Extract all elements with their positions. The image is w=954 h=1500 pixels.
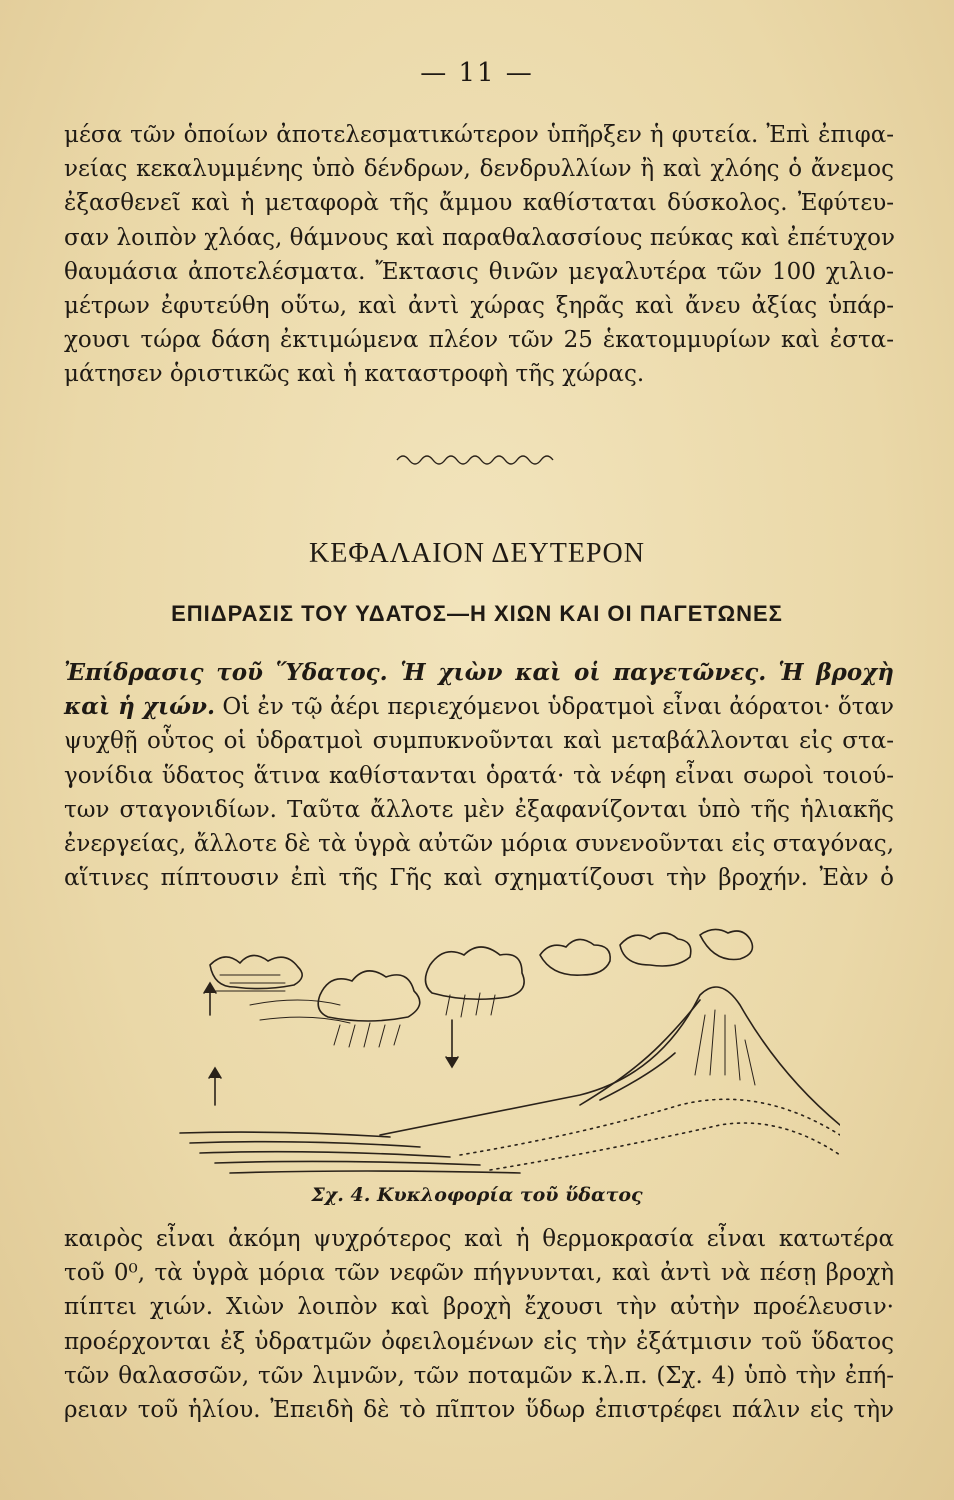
section-heading: Ἐπίδρασις τοῦ Ὕδατος. Ἡ χιὼν καὶ οἱ παγετῶνες. (64, 659, 767, 686)
closing-paragraph (64, 1222, 894, 1427)
wavy-divider-ornament (395, 446, 555, 470)
page-number: — 11 — (420, 58, 534, 88)
text-line: πίπτει χιών. Χιὼν λοιπὸν καὶ βροχὴ ἔχουσι τὴν αὐτὴν προέλευσιν· (64, 1294, 894, 1321)
text-line: θαυμάσια ἀποτελέσματα. Ἔκτασις θινῶν μεγαλυτέρα τῶν 100 χιλιο- (64, 258, 894, 285)
wind-line (250, 1000, 340, 1005)
sea-line (215, 1161, 480, 1165)
cloud (700, 929, 752, 959)
subsection-heading-cont: καὶ ἡ χιών. (64, 693, 215, 721)
text-line: ἐξασθενεῖ καὶ ἡ μεταφορὰ τῆς ἄμμου καθίσταται δύσκολος. Ἐφύτευ- (64, 190, 894, 217)
intro-paragraph (64, 118, 894, 392)
text-line: μάτησεν ὁριστικῶς καὶ ἡ καταστροφὴ τῆς χώρας. (64, 361, 645, 388)
river (600, 1053, 675, 1100)
text-line: χουσι τώρα δάση ἐκτιμώμενα πλέον τῶν 25 ἑκατομμυρίων καὶ ἐστα- (64, 327, 894, 354)
cloud (540, 939, 610, 975)
text-line: προέρχονται ἐξ ὑδρατμῶν ὀφειλομένων εἰς τὴν ἐξάτμισιν τοῦ ὕδατος (64, 1328, 894, 1355)
cloud (210, 955, 302, 988)
rain (446, 993, 495, 1017)
sea-line (180, 1132, 390, 1137)
cloud (318, 971, 420, 1021)
chapter-subtitle: ΕΠΙΔΡΑΣΙΣ ΤΟΥ ΥΔΑΤΟΣ—Η ΧΙΩΝ ΚΑΙ ΟΙ ΠΑΓΕΤΩΝΕΣ (171, 601, 783, 626)
text-line: ἐνεργείας, ἄλλοτε δὲ τὰ ὑγρὰ αὐτῶν μόρια συνενοῦνται εἰς σταγόνας, (64, 831, 894, 858)
text-line: νείας κεκαλυμμένης ὑπὸ δένδρων, δενδρυλλίων ἢ καὶ χλόης ὁ ἄνεμος (64, 156, 894, 183)
text-line: αἵτινες πίπτουσιν ἐπὶ τῆς Γῆς καὶ σχηματίζουσι τὴν βροχήν. Ἐὰν ὁ (64, 865, 894, 892)
arrow-down-head (446, 1057, 458, 1067)
section-paragraph (64, 656, 894, 895)
text-line (64, 690, 894, 724)
text-line: των σταγονιδίων. Ταῦτα ἄλλοτε μὲν ἐξαφανίζονται ὑπὸ τῆς ἡλιακῆς (64, 796, 894, 823)
mountain-hatch (695, 1010, 755, 1085)
land-hatch (490, 1123, 840, 1170)
arrow-up-head (209, 1068, 221, 1078)
text-line: ρειαν τοῦ ἡλίου. Ἐπειδὴ δὲ τὸ πῖπτον ὕδωρ ἐπιστρέφει πάλιν εἰς τὴν (64, 1397, 894, 1424)
text-line: τοῦ 0⁰, τὰ ὑγρὰ μόρια τῶν νεφῶν πήγνυνται, καὶ ἀντὶ νὰ πέσῃ βροχὴ (64, 1260, 894, 1287)
text-line: μέσα τῶν ὁποίων ἀποτελεσματικώτερον ὑπῆρξεν ἡ φυτεία. Ἐπὶ ἐπιφα- (64, 122, 894, 148)
rain (334, 1023, 400, 1047)
text-line: σαν λοιπὸν χλόας, θάμνους καὶ παραθαλασσίους πεύκας καὶ ἐπέτυχον (64, 224, 896, 251)
text-line: ψυχθῇ οὗτος οἱ ὑδρατμοὶ συμπυκνοῦνται καὶ μεταβάλλονται εἰς στα- (64, 728, 894, 755)
cloud (620, 933, 691, 966)
chapter-title: ΚΕΦΑΛΑΙΟΝ ΔΕΥΤΕΡΟΝ (309, 538, 645, 569)
text-line (64, 656, 894, 690)
water-cycle-illustration (160, 925, 840, 1195)
sea-line (190, 1142, 420, 1147)
figure-caption: Σχ. 4. Κυκλοφορία τοῦ ὕδατος (311, 1184, 643, 1206)
arrow-up-head (204, 983, 216, 993)
subsection-heading: Ἡ βροχὴ (778, 659, 895, 686)
cloud (425, 947, 524, 999)
text-line: γονίδια ὕδατος ἅτινα καθίστανται ὁρατά· τὰ νέφη εἶναι σωροὶ τοιού- (64, 762, 894, 789)
text-run: Οἱ ἐν τῷ ἀέρι περιεχόμενοι ὑδρατμοὶ εἶναι ἀόρατοι· ὅταν (222, 694, 894, 721)
text-line: καιρὸς εἶναι ἀκόμη ψυχρότερος καὶ ἡ θερμοκρασία εἶναι κατωτέρα (64, 1226, 894, 1252)
sea-line (230, 1171, 520, 1173)
sea-line (200, 1152, 450, 1157)
text-line: τῶν θαλασσῶν, τῶν λιμνῶν, τῶν ποταμῶν κ.λ.π. (Σχ. 4) ὑπὸ τὴν ἐπή- (64, 1362, 894, 1389)
text-line: μέτρων ἐφυτεύθη οὕτω, καὶ ἀντὶ χώρας ξηρᾶς καὶ ἄνευ ἀξίας ὑπάρ- (64, 293, 894, 320)
